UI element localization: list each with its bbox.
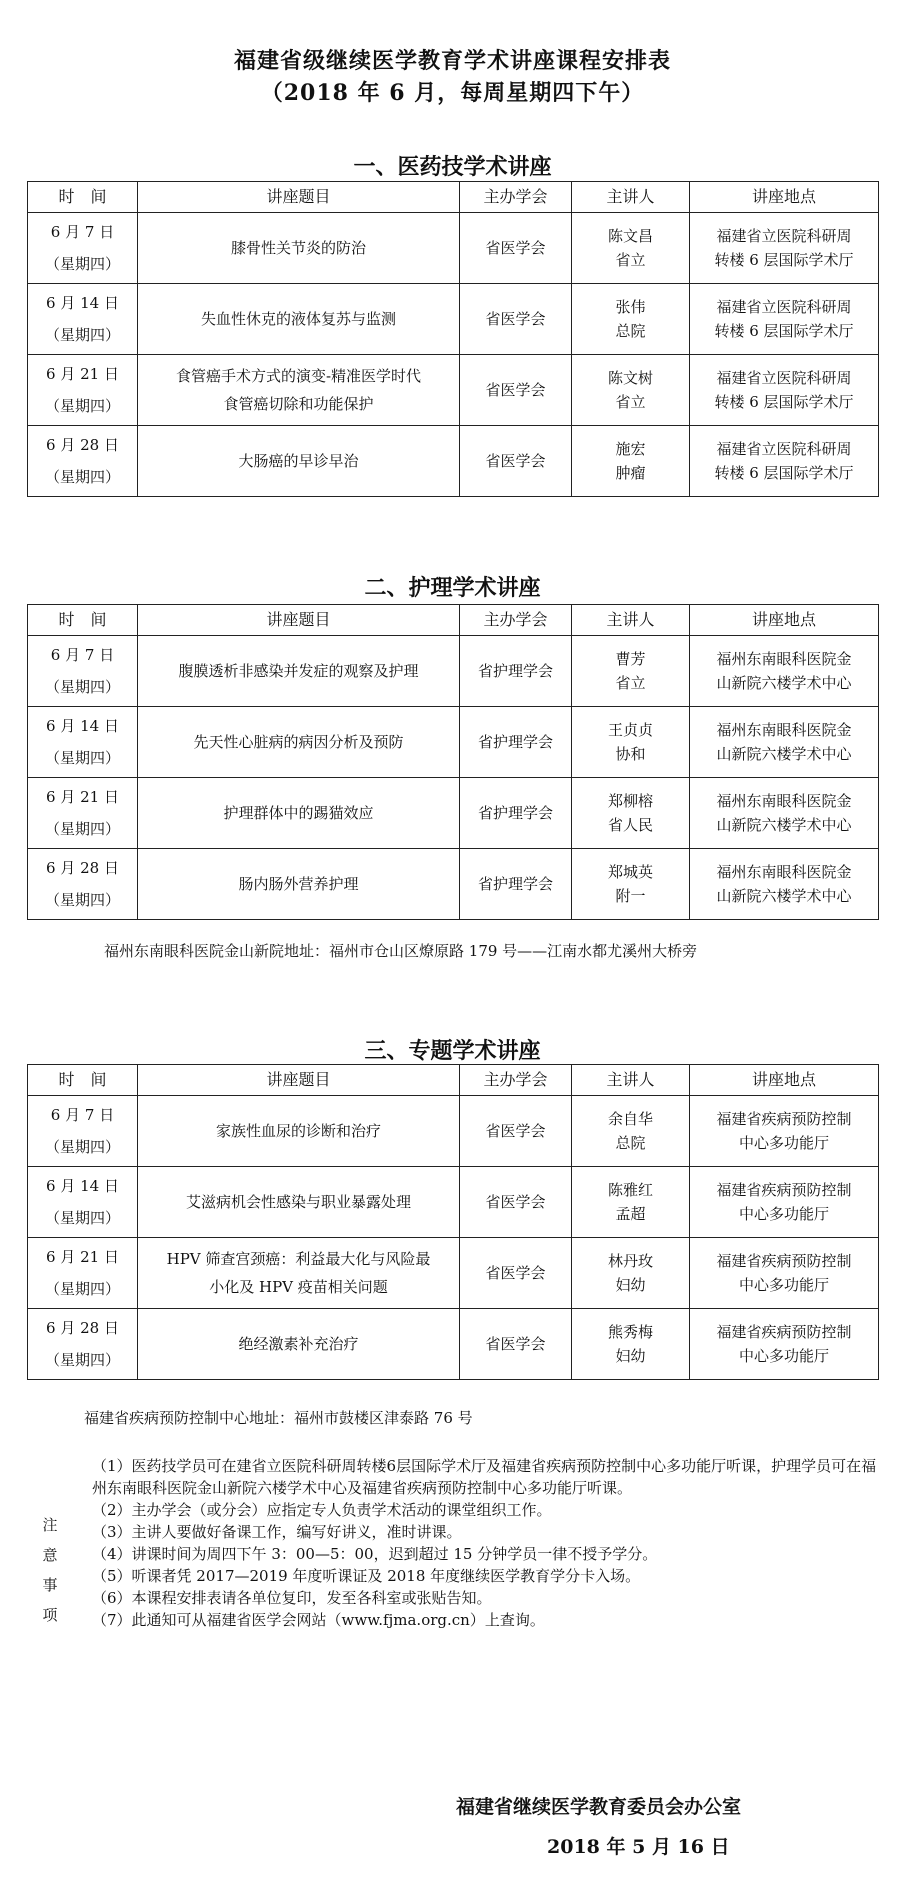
lecture-date: 6 月 7 日 — [50, 223, 115, 241]
lecture-topic-line: 先天性心脏病的病因分析及预防 — [193, 733, 404, 751]
section-3-address: 福建省疾病预防控制中心地址：福州市鼓楼区津泰路 76 号 — [84, 1409, 473, 1427]
speaker-name: 余自华 — [607, 1110, 653, 1128]
topic-cell — [138, 1096, 460, 1167]
speaker-name: 施宏 — [615, 440, 646, 458]
lecture-topic-line: 肠内肠外营养护理 — [238, 875, 359, 893]
lecture-topic-line: 膝骨性关节炎的防治 — [230, 239, 366, 257]
topic-cell — [138, 1167, 460, 1238]
venue-cell — [690, 1238, 879, 1309]
speaker-name: 林丹玫 — [607, 1252, 653, 1270]
speaker-cell — [572, 284, 690, 355]
org-cell — [460, 1096, 572, 1167]
header-time: 时 间 — [28, 182, 138, 213]
note-item: （3）主讲人要做好备课工作，编写好讲义，准时讲课。 — [92, 1523, 462, 1541]
header-venue: 讲座地点 — [690, 605, 879, 636]
venue-line: 转楼 6 层国际学术厅 — [714, 322, 854, 340]
date-cell — [28, 1167, 138, 1238]
table-row — [28, 426, 879, 497]
speaker-cell — [572, 707, 690, 778]
date-cell — [28, 213, 138, 284]
lecture-weekday: （星期四） — [44, 749, 120, 767]
venue-line: 山新院六楼学术中心 — [716, 674, 852, 692]
speaker-name: 陈雅红 — [607, 1181, 653, 1199]
table-header-row — [28, 605, 879, 636]
table-header-row — [28, 1065, 879, 1096]
section-title-1: 一、医药技学术讲座 — [353, 154, 552, 180]
notes-label-char: 注 — [42, 1516, 58, 1534]
host-society: 省护理学会 — [477, 733, 553, 751]
table-row — [28, 213, 879, 284]
note-item: （1）医药技学员可在建省立医院科研周转楼6层国际学术厅及福建省疾病预防控制中心多功能厅听课，护理学员可在福州东南眼科医院金山新院六楼学术中心及福建省疾病预防控制中心多功能厅听课。 — [92, 1457, 877, 1497]
header-topic: 讲座题目 — [138, 182, 460, 213]
venue-line: 转楼 6 层国际学术厅 — [714, 393, 854, 411]
venue-line: 中心多功能厅 — [738, 1205, 829, 1223]
lecture-date: 6 月 28 日 — [46, 1319, 119, 1337]
speaker-affiliation: 孟超 — [615, 1205, 646, 1223]
lecture-weekday: （星期四） — [44, 255, 120, 273]
org-cell — [460, 426, 572, 497]
venue-line: 福建省疾病预防控制 — [716, 1181, 852, 1199]
topic-cell — [138, 1309, 460, 1380]
venue-cell — [690, 1096, 879, 1167]
table-row — [28, 778, 879, 849]
venue-line: 山新院六楼学术中心 — [716, 745, 852, 763]
venue-cell — [690, 636, 879, 707]
org-cell — [460, 213, 572, 284]
speaker-name: 王贞贞 — [607, 721, 653, 739]
table-row — [28, 355, 879, 426]
date-cell — [28, 284, 138, 355]
venue-cell — [690, 1167, 879, 1238]
lecture-date: 6 月 7 日 — [50, 1106, 115, 1124]
note-item: （6）本课程安排表请各单位复印，发至各科室或张贴告知。 — [92, 1589, 492, 1607]
venue-line: 福州东南眼科医院金 — [716, 863, 852, 881]
speaker-name: 曹芳 — [615, 650, 646, 668]
venue-line: 中心多功能厅 — [738, 1347, 829, 1365]
venue-cell — [690, 426, 879, 497]
venue-cell — [690, 213, 879, 284]
issuer-signature: 福建省继续医学教育委员会办公室 — [456, 1796, 742, 1818]
org-cell — [460, 778, 572, 849]
speaker-cell — [572, 1238, 690, 1309]
date-cell — [28, 636, 138, 707]
header-topic: 讲座题目 — [138, 605, 460, 636]
lecture-date: 6 月 14 日 — [46, 294, 119, 312]
lecture-topic-line: 绝经激素补充治疗 — [238, 1335, 359, 1353]
lecture-topic-line: 腹膜透析非感染并发症的观察及护理 — [178, 662, 419, 680]
table-row — [28, 1309, 879, 1380]
speaker-name: 郑城英 — [607, 863, 653, 881]
speaker-affiliation: 省立 — [615, 393, 646, 411]
notes-list — [92, 1455, 882, 1631]
header-venue: 讲座地点 — [690, 1065, 879, 1096]
topic-cell — [138, 636, 460, 707]
schedule-table-1 — [27, 181, 879, 497]
speaker-affiliation: 附一 — [615, 887, 646, 905]
venue-line: 福州东南眼科医院金 — [716, 650, 852, 668]
header-org: 主办学会 — [460, 182, 572, 213]
speaker-affiliation: 总院 — [615, 322, 646, 340]
lecture-topic-line: 食管癌手术方式的演变-精准医学时代 — [175, 367, 422, 385]
speaker-name: 郑柳榕 — [607, 792, 653, 810]
topic-cell — [138, 284, 460, 355]
header-speaker: 主讲人 — [572, 605, 690, 636]
notes-label-char: 事 — [42, 1576, 58, 1594]
host-society: 省医学会 — [485, 239, 546, 257]
document-subtitle: （2018 年 6 月，每周星期四下午） — [260, 80, 645, 106]
issue-date: 2018 年 5 月 16 日 — [547, 1836, 730, 1858]
header-venue: 讲座地点 — [690, 182, 879, 213]
date-cell — [28, 355, 138, 426]
date-cell — [28, 778, 138, 849]
speaker-cell — [572, 778, 690, 849]
venue-line: 福建省立医院科研周 — [716, 298, 852, 316]
speaker-name: 陈文昌 — [607, 227, 653, 245]
header-org: 主办学会 — [460, 605, 572, 636]
lecture-weekday: （星期四） — [44, 891, 120, 909]
notes-label — [40, 1510, 60, 1630]
lecture-weekday: （星期四） — [44, 820, 120, 838]
lecture-topic-line: 大肠癌的早诊早治 — [238, 452, 359, 470]
table-row — [28, 707, 879, 778]
topic-cell — [138, 355, 460, 426]
lecture-weekday: （星期四） — [44, 326, 120, 344]
venue-line: 转楼 6 层国际学术厅 — [714, 251, 854, 269]
lecture-date: 6 月 7 日 — [50, 646, 115, 664]
venue-line: 福建省立医院科研周 — [716, 227, 852, 245]
header-topic: 讲座题目 — [138, 1065, 460, 1096]
venue-line: 福建省立医院科研周 — [716, 440, 852, 458]
lecture-topic-line: 小化及 HPV 疫苗相关问题 — [209, 1278, 388, 1296]
speaker-name: 陈文树 — [607, 369, 653, 387]
speaker-cell — [572, 355, 690, 426]
host-society: 省医学会 — [485, 1335, 546, 1353]
venue-line: 福州东南眼科医院金 — [716, 721, 852, 739]
lecture-topic-line: 失血性休克的液体复苏与监测 — [200, 310, 396, 328]
host-society: 省医学会 — [485, 1264, 546, 1282]
section-title-2: 二、护理学术讲座 — [364, 575, 541, 601]
date-cell — [28, 1309, 138, 1380]
venue-cell — [690, 849, 879, 920]
host-society: 省医学会 — [485, 310, 546, 328]
lecture-weekday: （星期四） — [44, 1351, 120, 1369]
lecture-date: 6 月 21 日 — [46, 365, 119, 383]
org-cell — [460, 1309, 572, 1380]
venue-cell — [690, 355, 879, 426]
header-speaker: 主讲人 — [572, 182, 690, 213]
table-row — [28, 849, 879, 920]
note-item: （4）讲课时间为周四下午 3：00—5：00，迟到超过 15 分钟学员一律不授予学分。 — [92, 1545, 658, 1563]
host-society: 省护理学会 — [477, 804, 553, 822]
speaker-name: 张伟 — [615, 298, 646, 316]
host-society: 省医学会 — [485, 381, 546, 399]
date-cell — [28, 707, 138, 778]
venue-line: 中心多功能厅 — [738, 1134, 829, 1152]
document-title: 福建省级继续医学教育学术讲座课程安排表 — [233, 48, 671, 74]
date-cell — [28, 1096, 138, 1167]
speaker-affiliation: 省人民 — [607, 816, 653, 834]
host-society: 省医学会 — [485, 1193, 546, 1211]
venue-cell — [690, 707, 879, 778]
venue-line: 转楼 6 层国际学术厅 — [714, 464, 854, 482]
org-cell — [460, 284, 572, 355]
venue-line: 中心多功能厅 — [738, 1276, 829, 1294]
lecture-weekday: （星期四） — [44, 397, 120, 415]
venue-line: 福建省疾病预防控制 — [716, 1323, 852, 1341]
note-item: （7）此通知可从福建省医学会网站（www.fjma.org.cn）上查询。 — [92, 1611, 545, 1629]
topic-cell — [138, 1238, 460, 1309]
org-cell — [460, 1238, 572, 1309]
speaker-cell — [572, 1309, 690, 1380]
host-society: 省护理学会 — [477, 662, 553, 680]
speaker-affiliation: 妇幼 — [615, 1347, 646, 1365]
topic-cell — [138, 213, 460, 284]
venue-line: 福建省疾病预防控制 — [716, 1110, 852, 1128]
venue-cell — [690, 284, 879, 355]
speaker-cell — [572, 213, 690, 284]
lecture-weekday: （星期四） — [44, 468, 120, 486]
venue-line: 山新院六楼学术中心 — [716, 887, 852, 905]
org-cell — [460, 707, 572, 778]
speaker-cell — [572, 636, 690, 707]
note-item: （5）听课者凭 2017—2019 年度听课证及 2018 年度继续医学教育学分卡入场。 — [92, 1567, 641, 1585]
speaker-name: 熊秀梅 — [607, 1323, 653, 1341]
notes-label-char: 项 — [42, 1606, 58, 1624]
speaker-affiliation: 妇幼 — [615, 1276, 646, 1294]
lecture-weekday: （星期四） — [44, 1138, 120, 1156]
topic-cell — [138, 849, 460, 920]
lecture-date: 6 月 28 日 — [46, 436, 119, 454]
header-org: 主办学会 — [460, 1065, 572, 1096]
lecture-date: 6 月 21 日 — [46, 788, 119, 806]
speaker-affiliation: 肿瘤 — [615, 464, 646, 482]
host-society: 省医学会 — [485, 452, 546, 470]
schedule-table-3 — [27, 1064, 879, 1380]
header-time: 时 间 — [28, 1065, 138, 1096]
org-cell — [460, 355, 572, 426]
lecture-date: 6 月 28 日 — [46, 859, 119, 877]
date-cell — [28, 849, 138, 920]
venue-line: 福州东南眼科医院金 — [716, 792, 852, 810]
table-row — [28, 1238, 879, 1309]
speaker-cell — [572, 849, 690, 920]
lecture-topic-line: 艾滋病机会性感染与职业暴露处理 — [185, 1193, 411, 1211]
date-cell — [28, 426, 138, 497]
table-row — [28, 1167, 879, 1238]
topic-cell — [138, 426, 460, 497]
speaker-affiliation: 总院 — [615, 1134, 646, 1152]
schedule-table-2 — [27, 604, 879, 920]
org-cell — [460, 849, 572, 920]
section-title-3: 三、专题学术讲座 — [364, 1038, 541, 1064]
topic-cell — [138, 707, 460, 778]
lecture-date: 6 月 14 日 — [46, 1177, 119, 1195]
table-header-row — [28, 182, 879, 213]
venue-cell — [690, 778, 879, 849]
header-speaker: 主讲人 — [572, 1065, 690, 1096]
lecture-topic-line: HPV 筛查宫颈癌：利益最大化与风险最 — [166, 1250, 431, 1268]
speaker-cell — [572, 1167, 690, 1238]
speaker-affiliation: 省立 — [615, 674, 646, 692]
org-cell — [460, 1167, 572, 1238]
lecture-weekday: （星期四） — [44, 1209, 120, 1227]
date-cell — [28, 1238, 138, 1309]
venue-cell — [690, 1309, 879, 1380]
org-cell — [460, 636, 572, 707]
table-row — [28, 284, 879, 355]
speaker-cell — [572, 426, 690, 497]
topic-cell — [138, 778, 460, 849]
table-row — [28, 1096, 879, 1167]
speaker-affiliation: 协和 — [615, 745, 646, 763]
venue-line: 福建省立医院科研周 — [716, 369, 852, 387]
lecture-date: 6 月 14 日 — [46, 717, 119, 735]
lecture-date: 6 月 21 日 — [46, 1248, 119, 1266]
notes-label-char: 意 — [42, 1546, 58, 1564]
host-society: 省医学会 — [485, 1122, 546, 1140]
lecture-weekday: （星期四） — [44, 1280, 120, 1298]
table-row — [28, 636, 879, 707]
section-2-address: 福州东南眼科医院金山新院地址：福州市仓山区燎原路 179 号——江南水都尤溪州大桥旁 — [104, 942, 698, 960]
speaker-cell — [572, 1096, 690, 1167]
venue-line: 山新院六楼学术中心 — [716, 816, 852, 834]
lecture-weekday: （星期四） — [44, 678, 120, 696]
venue-line: 福建省疾病预防控制 — [716, 1252, 852, 1270]
note-item: （2）主办学会（或分会）应指定专人负责学术活动的课堂组织工作。 — [92, 1501, 552, 1519]
host-society: 省护理学会 — [477, 875, 553, 893]
lecture-topic-line: 护理群体中的踢猫效应 — [223, 804, 374, 822]
speaker-affiliation: 省立 — [615, 251, 646, 269]
header-time: 时 间 — [28, 605, 138, 636]
lecture-topic-line: 食管癌切除和功能保护 — [223, 395, 374, 413]
lecture-topic-line: 家族性血尿的诊断和治疗 — [215, 1122, 381, 1140]
